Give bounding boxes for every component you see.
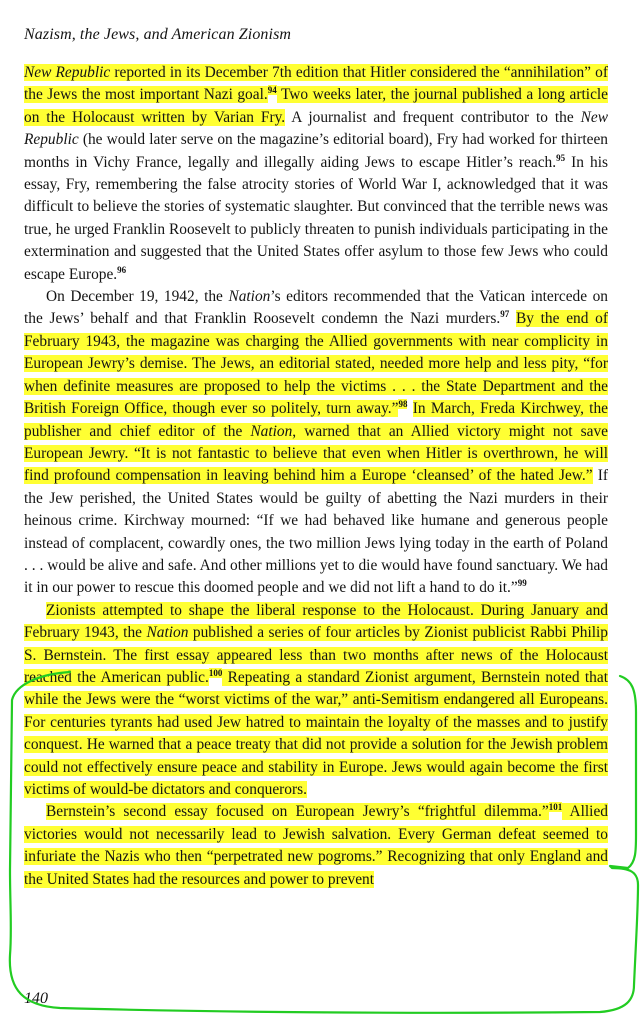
text-run	[509, 310, 516, 327]
text-run: ’s editors recommended that the Vatican intercede on the Jews’ behalf and that Franklin Roosevelt condemn the Nazi murders.	[24, 288, 609, 328]
text-run: By the end of February 1943, the magazine was charging the Allied governments with near complicity in European Jewry’s demise. The Jews, an editorial stated, needed more help and less pity, “for when definite measures are proposed to help the victims . . . the State Department and the British Foreign Office, though ever so politely, turn away.”	[24, 310, 608, 418]
text-run: Zionists attempted to shape the liberal response to the Holocaust. During January and February 1943, the	[24, 601, 608, 642]
text-run	[407, 400, 412, 417]
text-run: In his essay, Fry, remembering the false atrocity stories of World War I, acknowledged that it was difficult to believe the stories of systematic slaughter. But convinced that the terrible news was true, he urged Franklin Roosevelt to publicly threaten to punish individuals participating in the extermination and suggested that the United States offer asylum to those few Jews who could escape Europe.	[24, 153, 608, 283]
paragraph	[24, 286, 608, 600]
text-run: , warned that an Allied victory might not save European Jewry. “It is not fantastic to believe that even when Hitler is overthrown, he will find profound compensation in leaving behind him a Europe ‘cleansed’ of the hated Jew.”	[24, 422, 608, 485]
footnote-marker: 98	[398, 399, 408, 410]
italic-title: Nation	[250, 422, 293, 440]
italic-title: New Republic	[24, 108, 608, 149]
italic-title: Nation	[228, 288, 271, 306]
page-number: 140	[24, 990, 48, 1007]
text-run: reported in its December 7th edition that Hitler considered the “annihilation” of the Jews the most important Nazi goal.	[24, 64, 608, 104]
paragraph	[24, 600, 608, 802]
text-run: In March, Freda Kirchwey, the publisher and chief editor of the	[24, 400, 608, 440]
footnote-marker: 96	[117, 264, 127, 275]
text-run: Allied victories would not necessarily lead to Jewish salvation. Every German defeat seemed to infuriate the Nazis who then “perpetrated new pogroms.” Recognizing that only England and the United States had the resources and power to prevent	[24, 803, 608, 888]
text-run: published a series of four articles by Zionist publicist Rabbi Philip S. Bernstein. The first essay appeared less than two months after news of the Holocaust reached the American public.	[24, 624, 608, 686]
footnote-marker: 97	[500, 309, 510, 320]
italic-title: Nation	[146, 624, 189, 642]
body-text	[24, 62, 608, 891]
paragraph	[24, 801, 608, 891]
footnote-marker: 94	[267, 85, 277, 96]
italic-title: New Republic	[24, 64, 111, 81]
footnote-marker: 101	[548, 802, 563, 813]
text-run: A journalist and frequent contributor to the	[285, 108, 581, 126]
footnote-marker: 100	[208, 667, 223, 678]
footnote-marker: 95	[556, 152, 566, 163]
paragraph	[24, 62, 608, 286]
text-run: (he would later serve on the magazine’s editorial board), Fry had worked for thirteen months in Vichy France, legally and illegally aiding Jews to escape Hitler’s reach.	[24, 131, 608, 171]
text-run: On December 19, 1942, the	[46, 288, 229, 306]
text-run: Repeating a standard Zionist argument, Bernstein noted that while the Jews were the “worst victims of the war,” anti-Semitism endangered all Europeans. For centuries tyrants had used Jew hatred to maintain the loyalty of the masses and to justify conquest. He warned that a peace treaty that did not provide a solution for the Jewish problem could not effectively ensure peace and stability in Europe. Jews would again become the first victims of would-be dictators and conquerors.	[24, 668, 608, 798]
footnote-marker: 99	[517, 578, 527, 589]
text-run: If the Jew perished, the United States would be guilty of abetting the Nazi murders in their heinous crime. Kirchway mourned: “If we had behaved like humane and generous people instead of complacent, cowardly ones, the two million Jews lying today in the earth of Poland . . . would be alive and safe. And other millions yet to die would have found sanctuary. We had it in our power to rescue this doomed people and we did not lift a hand to do it.”	[24, 467, 608, 597]
running-head: Nazism, the Jews, and American Zionism	[24, 26, 292, 43]
text-run: Bernstein’s second essay focused on European Jewry’s “frightful dilemma.”	[46, 803, 549, 821]
text-run: Two weeks later, the journal published a long article on the Holocaust written by Varian Fry.	[24, 86, 609, 126]
